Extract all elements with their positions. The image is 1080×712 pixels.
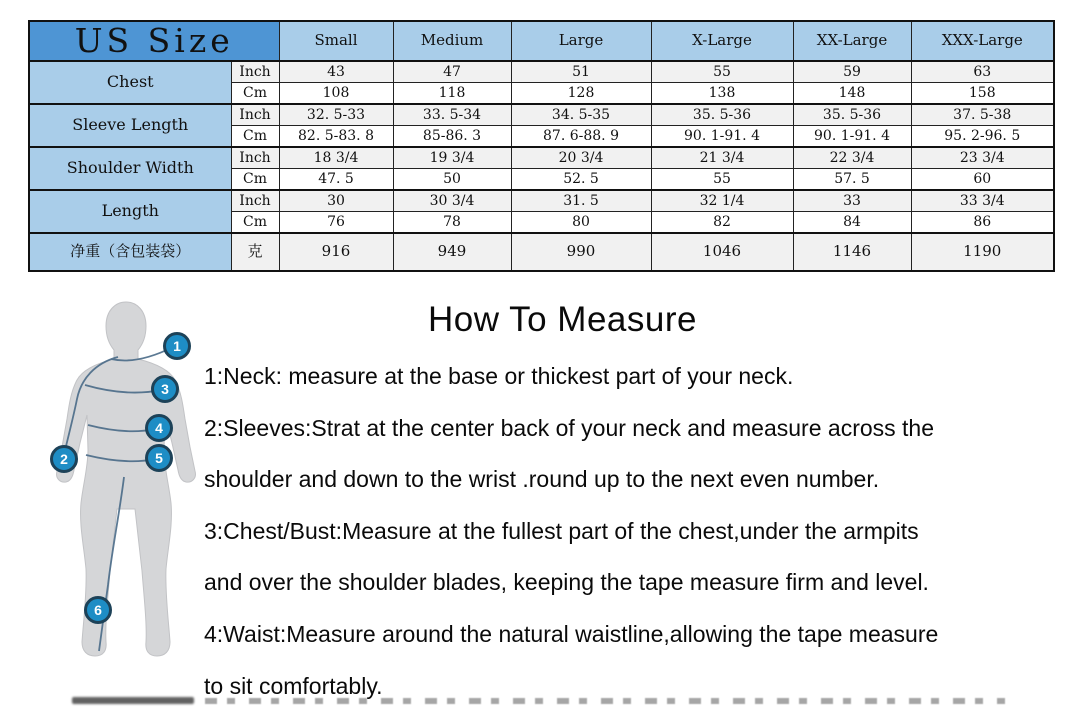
instruction-line-neck: 1:Neck: measure at the base or thickest part of your neck. — [204, 363, 794, 389]
cell: 47. 5 — [279, 169, 393, 191]
cell: 22 3/4 — [793, 147, 911, 169]
cell: 916 — [279, 233, 393, 271]
cell: 990 — [511, 233, 651, 271]
instruction-line-waist-2: to sit comfortably. — [204, 672, 383, 699]
cell: 118 — [393, 83, 511, 105]
cell: 148 — [793, 83, 911, 105]
cell: 1146 — [793, 233, 911, 271]
cell: 33 — [793, 190, 911, 212]
row-label-net-weight: 净重（含包装袋） — [29, 233, 231, 271]
unit-cell: Cm — [231, 83, 279, 105]
cell: 19 3/4 — [393, 147, 511, 169]
cell: 35. 5-36 — [793, 104, 911, 126]
column-header-medium: Medium — [393, 21, 511, 61]
cell: 84 — [793, 212, 911, 234]
cell: 82. 5-83. 8 — [279, 126, 393, 148]
unit-cell: Cm — [231, 126, 279, 148]
row-label-sleeve-length: Sleeve Length — [29, 104, 231, 147]
how-to-measure-title: How To Measure — [428, 300, 697, 339]
marker-badge-6 — [86, 598, 111, 623]
table-row — [29, 61, 1054, 83]
table-row — [29, 147, 1054, 169]
marker-badge-3 — [153, 377, 178, 402]
cell: 59 — [793, 61, 911, 83]
cell: 21 3/4 — [651, 147, 793, 169]
cell: 82 — [651, 212, 793, 234]
cell: 31. 5 — [511, 190, 651, 212]
marker-badge-2 — [52, 447, 77, 472]
cell: 1190 — [911, 233, 1054, 271]
column-header-xxx-large: XXX-Large — [911, 21, 1054, 61]
how-to-measure-instructions — [204, 351, 1049, 712]
cell: 34. 5-35 — [511, 104, 651, 126]
unit-cell: Cm — [231, 169, 279, 191]
cell: 32. 5-33 — [279, 104, 393, 126]
cell: 57. 5 — [793, 169, 911, 191]
table-title: US Size — [29, 21, 279, 61]
svg-text:3: 3 — [161, 381, 169, 397]
cell: 20 3/4 — [511, 147, 651, 169]
cell: 95. 2-96. 5 — [911, 126, 1054, 148]
cell: 33 3/4 — [911, 190, 1054, 212]
cell: 138 — [651, 83, 793, 105]
table-row — [29, 104, 1054, 126]
cell: 52. 5 — [511, 169, 651, 191]
cell: 85-86. 3 — [393, 126, 511, 148]
cell: 35. 5-36 — [651, 104, 793, 126]
cell: 78 — [393, 212, 511, 234]
row-label-shoulder-width: Shoulder Width — [29, 147, 231, 190]
body-silhouette-image — [25, 295, 225, 700]
table-row — [29, 190, 1054, 212]
cell: 33. 5-34 — [393, 104, 511, 126]
cell: 90. 1-91. 4 — [793, 126, 911, 148]
cell: 86 — [911, 212, 1054, 234]
unit-cell: Inch — [231, 147, 279, 169]
svg-text:5: 5 — [155, 450, 163, 466]
cell: 51 — [511, 61, 651, 83]
cell: 50 — [393, 169, 511, 191]
svg-text:1: 1 — [173, 338, 181, 354]
table-row — [29, 233, 1054, 271]
svg-text:6: 6 — [94, 602, 102, 618]
cutoff-text-remnant — [205, 698, 1005, 704]
cell: 1046 — [651, 233, 793, 271]
cell: 55 — [651, 61, 793, 83]
column-header-x-large: X-Large — [651, 21, 793, 61]
cell: 30 3/4 — [393, 190, 511, 212]
instruction-line-sleeves-2: shoulder and down to the wrist .round up to the next even number. — [204, 466, 880, 493]
unit-cell: Inch — [231, 61, 279, 83]
table-header-row — [29, 21, 1054, 61]
cell: 949 — [393, 233, 511, 271]
cell: 47 — [393, 61, 511, 83]
unit-cell: Cm — [231, 212, 279, 234]
cell: 23 3/4 — [911, 147, 1054, 169]
svg-text:2: 2 — [60, 451, 68, 467]
cell: 128 — [511, 83, 651, 105]
row-label-chest: Chest — [29, 61, 231, 104]
size-chart-table — [28, 20, 1055, 272]
cell: 108 — [279, 83, 393, 105]
cutoff-image-remnant — [72, 697, 194, 704]
row-label-length: Length — [29, 190, 231, 233]
cell: 37. 5-38 — [911, 104, 1054, 126]
cell: 30 — [279, 190, 393, 212]
unit-cell: 克 — [231, 233, 279, 271]
cell: 80 — [511, 212, 651, 234]
instruction-line-chest-1: 3:Chest/Bust:Measure at the fullest part of the chest,under the armpits — [204, 517, 919, 544]
column-header-large: Large — [511, 21, 651, 61]
cell: 87. 6-88. 9 — [511, 126, 651, 148]
cell: 32 1/4 — [651, 190, 793, 212]
column-header-small: Small — [279, 21, 393, 61]
cell: 76 — [279, 212, 393, 234]
marker-badge-5 — [147, 446, 172, 471]
cell: 18 3/4 — [279, 147, 393, 169]
svg-text:4: 4 — [155, 420, 163, 436]
cell: 55 — [651, 169, 793, 191]
instruction-line-sleeves-1: 2:Sleeves:Strat at the center back of your neck and measure across the — [204, 414, 935, 441]
cell: 90. 1-91. 4 — [651, 126, 793, 148]
unit-cell: Inch — [231, 104, 279, 126]
cell: 60 — [911, 169, 1054, 191]
marker-badge-4 — [147, 416, 172, 441]
unit-cell: Inch — [231, 190, 279, 212]
instruction-line-waist-1: 4:Waist:Measure around the natural waistline,allowing the tape measure — [204, 620, 939, 647]
column-header-xx-large: XX-Large — [793, 21, 911, 61]
cell: 158 — [911, 83, 1054, 105]
instruction-line-chest-2: and over the shoulder blades, keeping the tape measure firm and level. — [204, 569, 929, 596]
cell: 43 — [279, 61, 393, 83]
cell: 63 — [911, 61, 1054, 83]
body-measurement-diagram — [25, 295, 225, 700]
marker-badge-1 — [165, 334, 190, 359]
